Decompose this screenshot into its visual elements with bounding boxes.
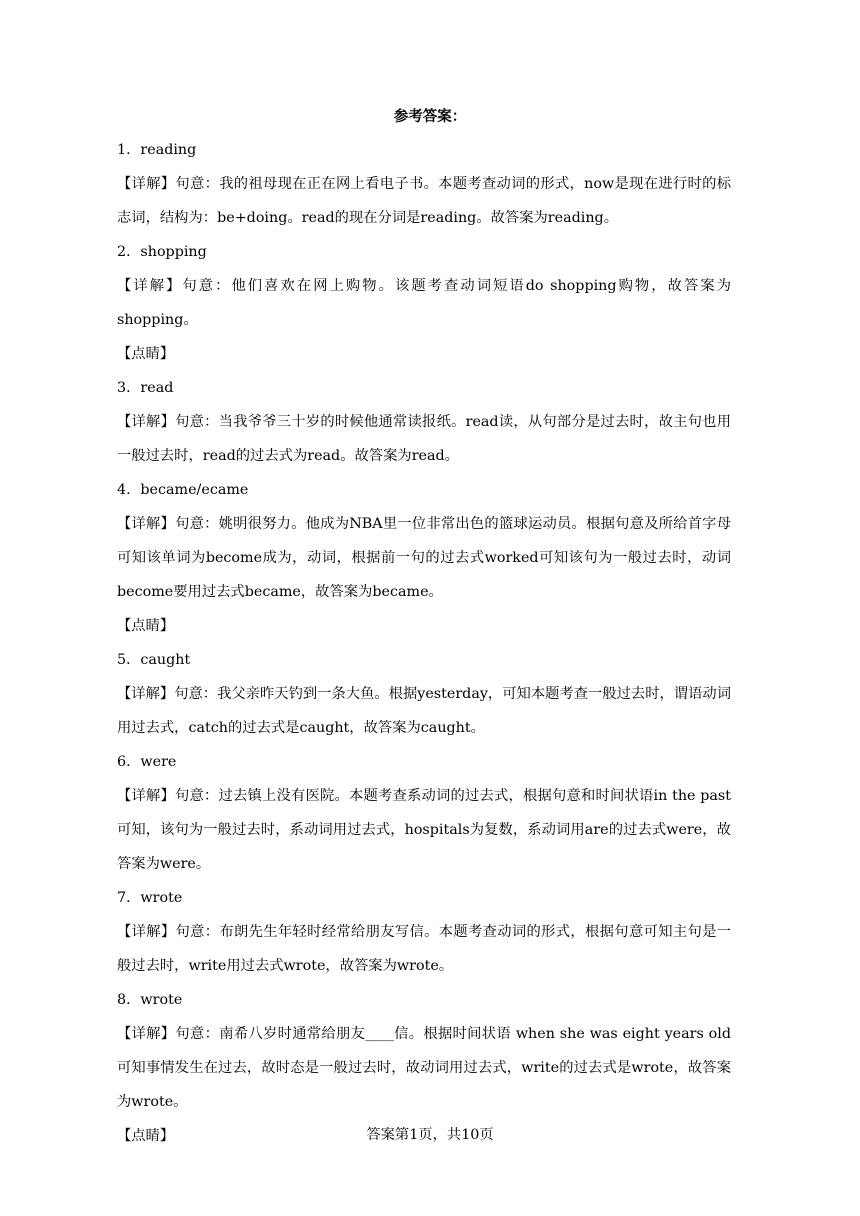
answer-list: [117, 133, 731, 1153]
note-4: 【点睛】: [117, 618, 175, 634]
page-title: 参考答案：: [393, 108, 467, 125]
detail-5: 【详解】句意：我父亲昨天钓到一条大鱼。根据yesterday，可知本题考查一般过去时，谓语动词用过去式，catch的过去式是caught，故答案为caught。: [117, 686, 731, 736]
answer-4: 4．became/ecame: [117, 482, 249, 498]
answer-2: 2．shopping: [117, 244, 207, 260]
detail-2: 【详解】句意：他们喜欢在网上购物。该题考查动词短语do shopping购物，故答案为shopping。: [117, 278, 731, 328]
answer-1: 1．reading: [117, 142, 197, 158]
detail-7: 【详解】句意：布朗先生年轻时经常给朋友写信。本题考查动词的形式，根据句意可知主句是一般过去时，write用过去式wrote，故答案为wrote。: [117, 924, 731, 974]
answer-6: 6．were: [117, 754, 177, 770]
page-footer: 答案第1页，共10页: [366, 1127, 494, 1143]
note-2: 【点睛】: [117, 346, 175, 362]
detail-1: 【详解】句意：我的祖母现在正在网上看电子书。本题考查动词的形式，now是现在进行时的标志词，结构为：be+doing。read的现在分词是reading。故答案为reading。: [117, 176, 731, 226]
detail-3: 【详解】句意：当我爷爷三十岁的时候他通常读报纸。read读，从句部分是过去时，故主句也用一般过去时，read的过去式为read。故答案为read。: [117, 414, 731, 464]
answer-3: 3．read: [117, 380, 174, 396]
answer-5: 5．caught: [117, 652, 191, 668]
detail-4: 【详解】句意：姚明很努力。他成为NBA里一位非常出色的篮球运动员。根据句意及所给首字母可知该单词为become成为，动词，根据前一句的过去式worked可知该句为一般过去时，动词become要用过去式became，故答案为became。: [117, 516, 731, 600]
answer-7: 7．wrote: [117, 890, 183, 906]
detail-8: 【详解】句意：南希八岁时通常给朋友____信。根据时间状语 when she was eight years old可知事情发生在过去，故时态是一般过去时，故动词用过去式，write的过去式是wrote，故答案为wrote。: [117, 1026, 731, 1110]
detail-6: 【详解】句意：过去镇上没有医院。本题考查系动词的过去式，根据句意和时间状语in the past可知，该句为一般过去时，系动词用过去式，hospitals为复数，系动词用are的过去式were，故答案为were。: [117, 788, 731, 872]
answer-8: 8．wrote: [117, 992, 183, 1008]
note-8: 【点睛】: [117, 1128, 175, 1144]
